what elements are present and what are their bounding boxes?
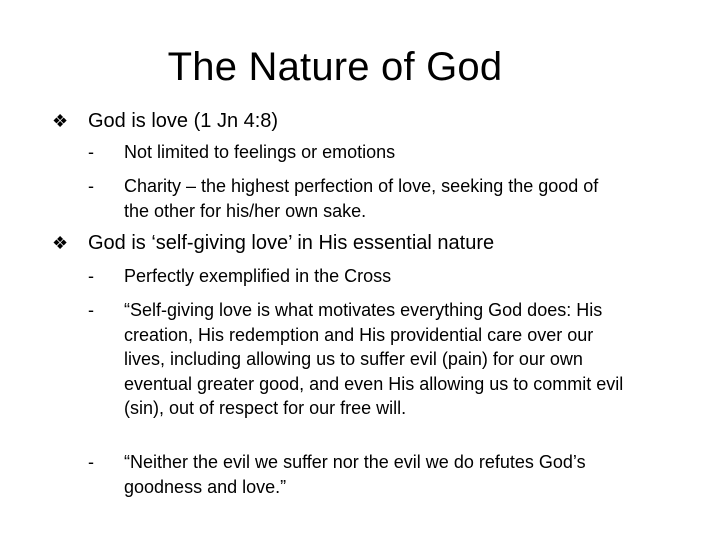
dash-marker: - xyxy=(88,266,94,286)
sub-point-text: Not limited to feelings or emotions xyxy=(124,142,396,162)
dash-marker: - xyxy=(88,142,94,162)
dash-marker: - xyxy=(88,176,94,196)
sub-point xyxy=(88,174,624,223)
slide-title: The Nature of God xyxy=(167,45,503,89)
dash-marker: - xyxy=(88,300,94,320)
sub-point xyxy=(88,140,624,165)
sub-point-text: “Neither the evil we suffer nor the evil we do refutes God’s goodness and love.” xyxy=(124,452,586,497)
sub-point-text: “Self-giving love is what motivates everything God does: His creation, His redemption and His providential care over our lives, including allowing us to suffer evil (pain) for our own eventual greater good, and even His allowing us to commit evil (sin), out of respect for our free will. xyxy=(124,300,624,418)
dash-marker: - xyxy=(88,452,94,472)
sub-point xyxy=(88,264,624,289)
sub-point xyxy=(88,450,624,499)
bullet-text: God is ‘self-giving love’ in His essential nature xyxy=(88,232,495,254)
bullet-god-is-love xyxy=(52,108,278,134)
diamond-bullet-icon: ❖ xyxy=(52,233,69,253)
diamond-bullet-icon: ❖ xyxy=(52,111,69,131)
bullet-self-giving-love xyxy=(52,230,494,256)
sub-point xyxy=(88,298,624,421)
sub-point-text: Perfectly exemplified in the Cross xyxy=(124,266,392,286)
sub-point-text: Charity – the highest perfection of love, seeking the good of the other for his/her own sake. xyxy=(124,176,599,221)
bullet-text: God is love (1 Jn 4:8) xyxy=(88,110,279,132)
